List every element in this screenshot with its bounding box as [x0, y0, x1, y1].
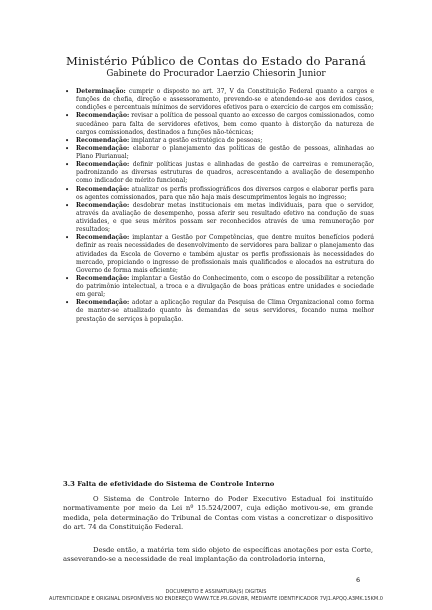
item-label: Recomendação:	[76, 234, 130, 242]
item-text: revisar a política de pessoal quanto ao excesso de cargos comissionados, como sucedâneo para falta de servidores efetivos, bem como quanto à distorção da natureza de cargos comissionados, destinados a funções não-técnicas;	[76, 112, 374, 136]
item-text: implantar a Gestão do Conhecimento, com o escopo de possibilitar a retenção do patrimônio intelectual, a troca e a divulgação de boas práticas entre unidades e sociedade em geral;	[76, 274, 374, 299]
list-item	[76, 202, 374, 235]
item-label: Recomendação:	[76, 185, 130, 193]
office-name: Gabinete do Procurador Laerzio Chiesorin Junior	[106, 69, 326, 79]
organization-name: Ministério Público de Contas do Estado do Paraná	[66, 54, 366, 68]
item-text: adotar a aplicação regular da Pesquisa de Clima Organizacional como forma de manter-se atualizado quanto às demandas de seus servidores, focando numa melhor prestação de serviços à população.	[76, 299, 374, 323]
list-item	[76, 145, 374, 161]
footer-line: AUTENTICIDADE E ORIGINAL DISPONÍVEIS NO ENDEREÇO WWW.TCE.PR.GOV.BR, MEDIANTE IDENTIFICADOR 7VJ1.APQQ.A3MK.15KM.0	[49, 596, 383, 602]
recommendations-list	[76, 88, 374, 324]
item-text: implantar a Gestão por Competências, que dentre muitos benefícios poderá definir as reais necessidades de desenvolvimento de servidores para balizar o planejamento das atividades da Escola de Governo e também ajustar os perfis profissionais às necessidades do mercado, propiciando o ingresso de profissionais mais qualificados e alocados na estrutura do Governo de forma mais eficiente;	[76, 234, 374, 274]
body-paragraph: O Sistema de Controle Interno do Poder Executivo Estadual foi instituído normativamente por meio da Lei nº 15.524/2007, cuja edição motivou-se, em grande medida, pela determinação do Tribunal de Contas com vistas a concretizar o dispositivo do art. 74 da Constituição Federal.	[63, 495, 373, 531]
item-text: definir políticas justas e alinhadas de gestão de carreiras e remuneração, padronizando as diversas estruturas de quadros, acrescentando a avaliação de desempenho como indicador de mérito funcional;	[76, 161, 374, 185]
item-label: Recomendação:	[76, 136, 130, 144]
item-text: atualizar os perfis profissiográficos dos diversos cargos e elaborar perfis para os agentes comissionados, para que não haja mais descumprimentos legais no ingresso;	[76, 185, 374, 201]
document-header	[0, 54, 432, 80]
item-text: implantar a gestão estratégica de pessoas;	[129, 136, 263, 144]
document-footer	[0, 589, 432, 603]
item-text: elaborar o planejamento das políticas de gestão de pessoas, alinhadas ao Plano Plurianual;	[76, 144, 374, 160]
list-item	[76, 112, 374, 136]
page-number: 6	[356, 576, 361, 584]
list-item	[76, 88, 374, 112]
list-item	[76, 299, 374, 323]
item-label: Recomendação:	[76, 299, 130, 307]
item-label: Recomendação:	[76, 144, 130, 152]
list-item	[76, 161, 374, 185]
list-item	[76, 275, 374, 299]
footer-line: DOCUMENTO E ASSINATURA(S) DIGITAIS	[165, 589, 267, 595]
list-item	[76, 186, 374, 202]
item-label: Recomendação:	[76, 274, 130, 282]
item-label: Recomendação:	[76, 201, 130, 209]
body-paragraph: Desde então, a matéria tem sido objeto de específicas anotações por esta Corte, asseverando-se a necessidade de real implantação da controladoria interna,	[63, 546, 373, 564]
item-label: Recomendação:	[76, 112, 130, 120]
list-item	[76, 234, 374, 275]
item-label: Recomendação:	[76, 161, 130, 169]
item-text: cumprir o disposto no art. 37, V da Constituição Federal quanto a cargos e funções de chefia, direção e assessoramento, prevendo-se e atendendo-se aos devidos casos, condições e percentuais mínimos de servidores efetivos para o exercício de cargos em comissão;	[76, 88, 374, 112]
item-label: Determinação:	[76, 88, 126, 95]
item-text: desdobrar metas institucionais em metas individuais, para que o servidor, através da avaliação de desempenho, possa aferir seu resultado efetivo na condução de suas atividades, e que seus méritos possam ser reconhecidos através de uma remuneração por resultados;	[76, 201, 374, 234]
list-item	[76, 137, 374, 145]
section-heading: 3.3 Falta de efetividade do Sistema de Controle Interno	[63, 480, 275, 488]
